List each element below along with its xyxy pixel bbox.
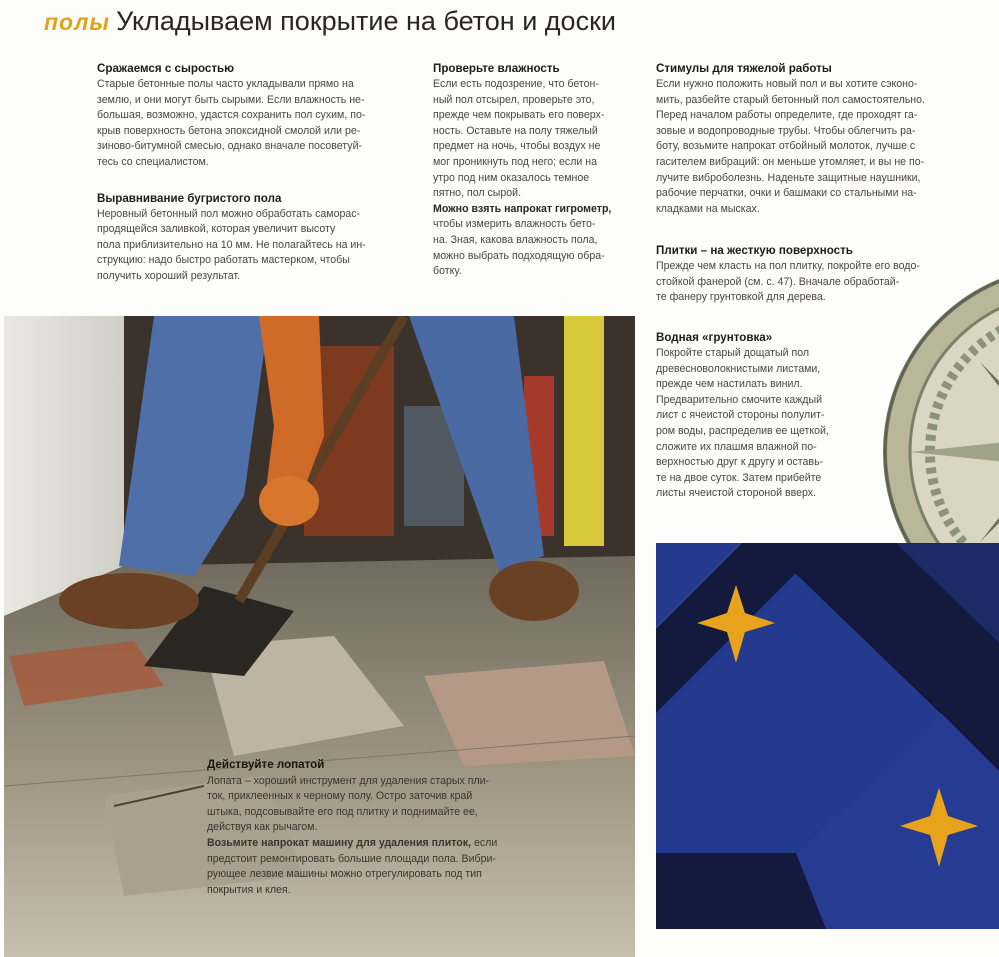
text-line: лучите виброболезнь. Наденьте защитные наушники, bbox=[656, 171, 921, 184]
section-tag: полы bbox=[44, 9, 111, 35]
column-middle bbox=[433, 61, 643, 280]
photo-caption bbox=[207, 757, 531, 898]
text-line: мить, разбейте старый бетонный пол самостоятельно. bbox=[656, 93, 925, 106]
text-line: прежде чем покрывать его поверх- bbox=[433, 109, 605, 122]
text-line: ток, приклеенных к черному полу. Остро заточив край bbox=[207, 790, 473, 803]
page-title: Укладываем покрытие на бетон и доски bbox=[116, 6, 616, 36]
text-line: древесноволокнистыми листами, bbox=[656, 362, 821, 375]
text-line-bold bbox=[433, 202, 643, 218]
text-line: Если есть подозрение, что бетон- bbox=[433, 78, 599, 90]
text-line: Неровный бетонный пол можно обработать саморас- bbox=[97, 207, 361, 220]
text-line: листы ячеистой стороной вверх. bbox=[656, 487, 817, 500]
text-line-bold bbox=[207, 836, 531, 852]
text-line: зиново-битумной смесью, однако вначале посоветуй- bbox=[97, 140, 363, 153]
text-line: ность. Оставьте на полу тяжелый bbox=[433, 124, 598, 137]
text-line: продящейся заливкой, которая увеличит высоту bbox=[97, 223, 336, 236]
column-left bbox=[97, 61, 417, 305]
text-line: прежде чем настилать винил. bbox=[656, 378, 803, 391]
vinyl-tile-pattern-image bbox=[656, 543, 999, 929]
block-moisture bbox=[433, 61, 643, 280]
text-line: утро под ним оказалось темное bbox=[433, 171, 590, 184]
text-line: ный пол отсырел, проверьте это, bbox=[433, 93, 595, 106]
text-line: зовые и водопроводные трубы. Чтобы облегчить ра- bbox=[656, 124, 916, 137]
bold-tail: если bbox=[471, 836, 498, 849]
text-line: пола приблизительно на 10 мм. Не полагайтесь на ин- bbox=[97, 238, 366, 251]
block-heading: Выравнивание бугристого пола bbox=[97, 191, 282, 205]
text-line: Перед началом работы определите, где проходят га- bbox=[656, 109, 918, 122]
caption-heading: Действуйте лопатой bbox=[207, 758, 325, 771]
block-heading: Сражаемся с сыростью bbox=[97, 62, 235, 75]
text-line: боту, возьмите напрокат отбойный молоток, лучше с bbox=[656, 140, 916, 153]
text-line: те фанеру грунтовкой для дерева. bbox=[656, 291, 826, 304]
text-line: землю, и они могут быть сырыми. Если влажность не- bbox=[97, 93, 365, 106]
bold-tip: Можно взять напрокат гигрометр, bbox=[433, 202, 612, 215]
block-heading: Плитки – на жесткую поверхность bbox=[656, 244, 853, 257]
block-incentives bbox=[656, 61, 991, 217]
text-line: Лопата – хороший инструмент для удаления старых пли- bbox=[207, 774, 490, 787]
text-line: струкцию: надо быстро работать мастерком, чтобы bbox=[97, 254, 350, 267]
text-line: рующее лезвие машины можно отрегулировать под тип bbox=[207, 868, 482, 881]
text-line: лист с ячеистой стороны полулит- bbox=[656, 409, 825, 422]
text-line: предмет на ночь, чтобы воздух не bbox=[433, 140, 601, 153]
text-line: те на двое суток. Затем прибейте bbox=[656, 471, 822, 484]
text-line: получить хороший результат. bbox=[97, 269, 240, 282]
text-line: покрытия и клея. bbox=[207, 883, 291, 896]
text-line: сложите их плашмя влажной по- bbox=[656, 440, 817, 453]
text-line: действуя как рычагом. bbox=[207, 821, 318, 834]
text-line: тесь со специалистом. bbox=[97, 155, 209, 168]
block-heading: Стимулы для тяжелой работы bbox=[656, 62, 832, 75]
block-leveling bbox=[97, 191, 417, 285]
text-line: на. Зная, какова влажность пола, bbox=[433, 233, 598, 246]
text-line: пятно, пол сырой. bbox=[433, 187, 522, 200]
text-line: крыв поверхность бетона эпоксидной смолой или ре- bbox=[97, 124, 361, 137]
text-line: Покройте старый дощатый пол bbox=[656, 347, 810, 359]
text-line: ботку. bbox=[433, 265, 462, 278]
block-heading: Проверьте влажность bbox=[433, 62, 560, 75]
text-line: верхностью друг к другу и оставь- bbox=[656, 456, 824, 469]
block-heading: Водная «грунтовка» bbox=[656, 331, 773, 344]
text-line: штыка, подсовывайте его под плитку и поднимайте ее, bbox=[207, 805, 478, 818]
text-line: рабочие перчатки, очки и башмаки со стальными на- bbox=[656, 187, 917, 200]
text-line: можно выбрать подходящую обра- bbox=[433, 249, 605, 262]
block-dampness bbox=[97, 61, 417, 171]
block-water-priming bbox=[656, 330, 868, 502]
text-line: Прежде чем класть на пол плитку, покройте его водо- bbox=[656, 260, 920, 272]
text-line: Старые бетонные полы часто укладывали прямо на bbox=[97, 78, 354, 90]
text-line: предстоит ремонтировать большие площади пола. Вибри- bbox=[207, 852, 496, 865]
text-line: большая, возможно, удастся сохранить пол сухим, по- bbox=[97, 109, 366, 122]
column-right bbox=[656, 61, 991, 237]
text-line: гасителем вибраций: он меньше утомляет, и вы не по- bbox=[656, 155, 925, 168]
page-header bbox=[44, 6, 616, 42]
text-line: ром воды, распределив ее щеткой, bbox=[656, 424, 829, 437]
text-line: Если нужно положить новый пол и вы хотите сэконо- bbox=[656, 78, 918, 90]
text-line: стойкой фанерой (см. с. 47). Вначале обработай- bbox=[656, 275, 900, 288]
text-line: мог проникнуть под него; если на bbox=[433, 155, 598, 168]
text-line: чтобы измерить влажность бето- bbox=[433, 218, 596, 231]
bold-tip: Возьмите напрокат машину для удаления плиток, bbox=[207, 836, 472, 849]
text-line: кладками на мысках. bbox=[656, 202, 760, 215]
text-line: Предварительно смочите каждый bbox=[656, 393, 823, 406]
